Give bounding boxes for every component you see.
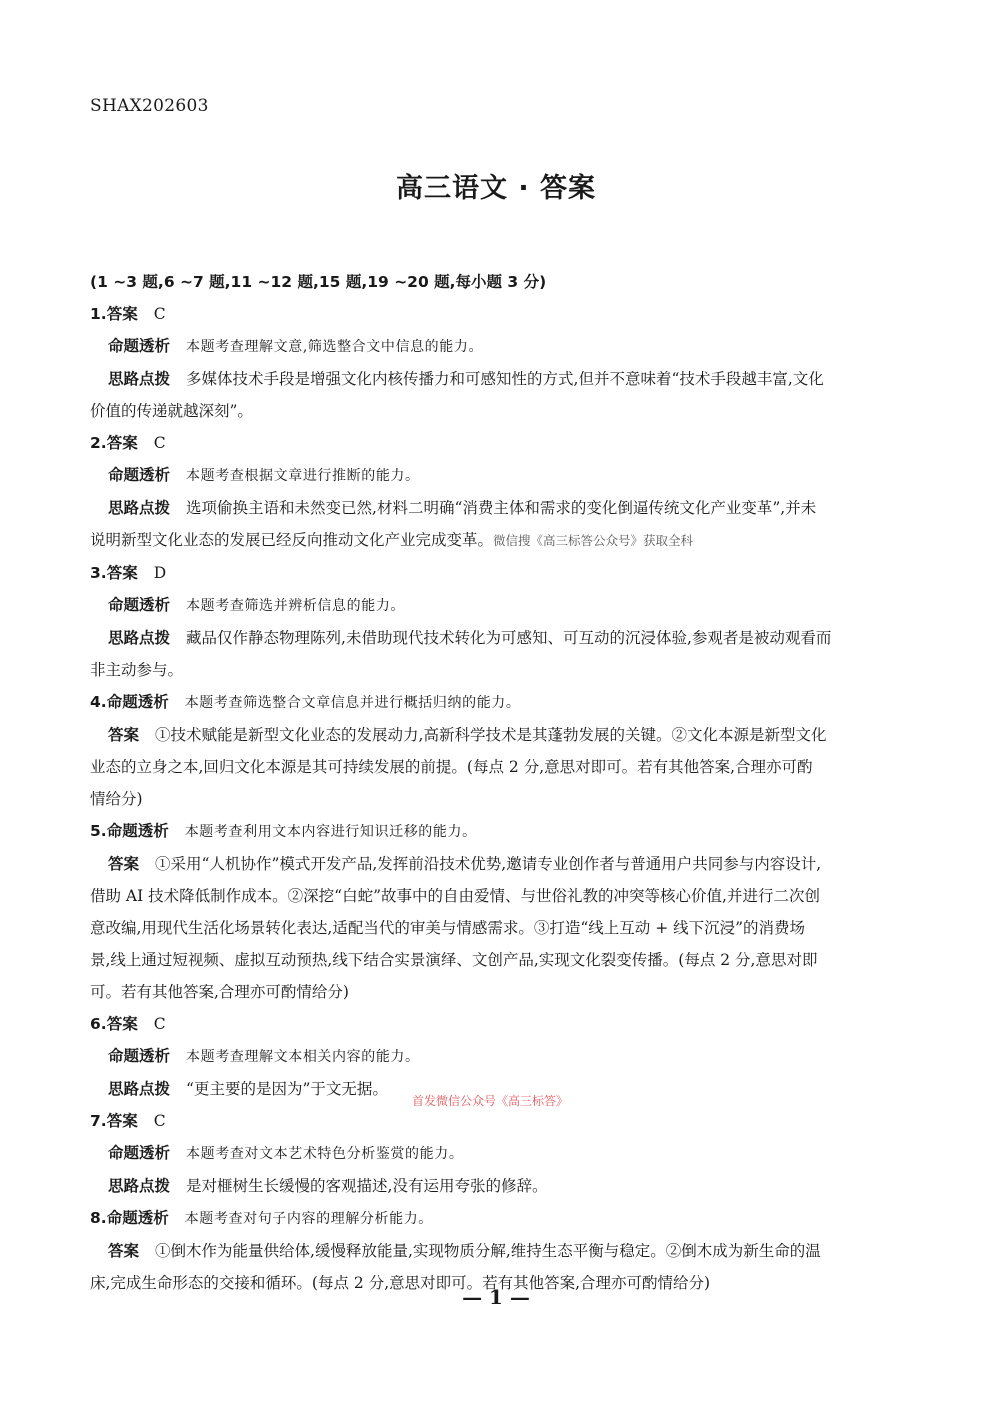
- answer-value: C: [153, 1112, 166, 1130]
- hint-text: “更主要的是因为”于文无据。: [186, 1080, 388, 1098]
- question-number: 6.: [90, 1015, 107, 1033]
- answer-value: C: [153, 1015, 166, 1033]
- analysis-text: 本题考查筛选并辨析信息的能力。: [186, 598, 406, 614]
- answer-label: 答案: [108, 1242, 140, 1260]
- q1-answer: [90, 298, 900, 330]
- q6-hint: [90, 1073, 900, 1108]
- analysis-label: 命题透析: [108, 596, 171, 614]
- q6-analysis: [90, 1040, 900, 1073]
- answer-label: 答案: [108, 726, 140, 744]
- hint-label: 思路点拨: [108, 370, 171, 388]
- q2-hint: [90, 492, 900, 524]
- question-number: 7.: [90, 1112, 107, 1130]
- answer-text: ①倒木作为能量供给体,缓慢释放能量,实现物质分解,维持生态平衡与稳定。②倒木成为新生命的温: [155, 1242, 821, 1260]
- q2-answer: [90, 427, 900, 459]
- question-number: 3.: [90, 564, 107, 582]
- analysis-text: 本题考查对文本艺术特色分析鉴赏的能力。: [186, 1146, 464, 1162]
- question-number: 4.: [90, 693, 107, 711]
- analysis-label: 命题透析: [108, 466, 171, 484]
- hint-label: 思路点拨: [108, 499, 171, 517]
- analysis-label: 命题透析: [106, 822, 169, 840]
- q1-hint: [90, 363, 900, 395]
- q3-analysis: [90, 589, 900, 622]
- hint-text: 藏品仅作静态物理陈列,未借助现代技术转化为可感知、可互动的沉浸体验,参观者是被动观看而: [186, 629, 832, 647]
- page-title: 高三语文 · 答案: [395, 173, 597, 204]
- analysis-text: 本题考查根据文章进行推断的能力。: [186, 468, 420, 484]
- score-note: (1 ~3 题,6 ~7 题,11 ~12 题,15 题,19 ~20 题,每小题 3 分): [90, 273, 547, 291]
- q8-answer: [90, 1235, 900, 1267]
- hint-label: 思路点拨: [108, 1177, 171, 1195]
- q2-hint-cont: [90, 524, 900, 557]
- answer-text: ①采用“人机协作”模式开发产品,发挥前沿技术优势,邀请专业创作者与普通用户共同参与内容设计,: [155, 855, 822, 873]
- analysis-text: 本题考查利用文本内容进行知识迁移的能力。: [184, 824, 477, 840]
- analysis-label: 命题透析: [108, 1047, 171, 1065]
- analysis-text: 本题考查理解文意,筛选整合文中信息的能力。: [186, 339, 484, 355]
- q2-analysis: [90, 459, 900, 492]
- q8-answer-cont: 床,完成生命形态的交接和循环。(每点 2 分,意思对即可。若有其他答案,合理亦可酌情给分): [90, 1274, 711, 1292]
- answer-label: 答案: [106, 305, 138, 323]
- hint-text: 选项偷换主语和未然变已然,材料二明确“消费主体和需求的变化倒逼传统文化产业变革”,并未: [186, 499, 817, 517]
- q5-answer-cont: 借助 AI 技术降低制作成本。②深挖“白蛇”故事中的自由爱情、与世俗礼教的冲突等核心价值,并进行二次创: [90, 887, 820, 905]
- document-code: SHAX202603: [90, 96, 209, 116]
- q4-answer: [90, 719, 900, 751]
- question-number: 1.: [90, 305, 107, 323]
- answer-text: ①技术赋能是新型文化业态的发展动力,高新科学技术是其蓬勃发展的关键。②文化本源是新型文化: [155, 726, 827, 744]
- q8-analysis: [90, 1202, 900, 1235]
- q5-answer-cont: 意改编,用现代生活化场景转化表达,适配当代的审美与情感需求。③打造“线上互动 + 线下沉浸”的消费场: [90, 919, 806, 937]
- q3-hint: [90, 622, 900, 654]
- analysis-label: 命题透析: [106, 693, 169, 711]
- analysis-label: 命题透析: [106, 1209, 169, 1227]
- answer-label: 答案: [106, 1015, 138, 1033]
- analysis-label: 命题透析: [108, 337, 171, 355]
- q7-answer: [90, 1105, 900, 1137]
- q1-hint-cont: 价值的传递就越深刻”。: [90, 402, 253, 420]
- q5-answer-cont: 可。若有其他答案,合理亦可酌情给分): [90, 983, 349, 1001]
- hint-text: 说明新型文化业态的发展已经反向推动文化产业完成变革。: [90, 531, 494, 549]
- question-number: 8.: [90, 1209, 107, 1227]
- q5-answer: [90, 848, 900, 880]
- answer-value: C: [153, 305, 166, 323]
- q6-answer: [90, 1008, 900, 1040]
- hint-text: 多媒体技术手段是增强文化内核传播力和可感知性的方式,但并不意味着“技术手段越丰富,文化: [186, 370, 824, 388]
- analysis-text: 本题考查理解文本相关内容的能力。: [186, 1049, 420, 1065]
- q4-answer-cont: 情给分): [90, 790, 143, 808]
- q5-answer-cont: 景,线上通过短视频、虚拟互动预热,线下结合实景演绎、文创产品,实现文化裂变传播。(每点 2 分,意思对即: [90, 951, 818, 969]
- q7-analysis: [90, 1137, 900, 1170]
- answer-label: 答案: [106, 564, 138, 582]
- q1-analysis: [90, 330, 900, 363]
- answer-value: D: [153, 564, 167, 582]
- analysis-text: 本题考查筛选整合文章信息并进行概括归纳的能力。: [184, 695, 521, 711]
- q5-analysis: [90, 815, 900, 848]
- watermark-text: 微信搜《高三标答公众号》获取全科: [493, 533, 694, 548]
- question-number: 2.: [90, 434, 107, 452]
- q7-hint: [90, 1170, 900, 1202]
- q4-answer-cont: 业态的立身之本,回归文化本源是其可持续发展的前提。(每点 2 分,意思对即可。若有其他答案,合理亦可酌: [90, 758, 813, 776]
- analysis-text: 本题考查对句子内容的理解分析能力。: [184, 1211, 433, 1227]
- hint-label: 思路点拨: [108, 629, 171, 647]
- question-number: 5.: [90, 822, 107, 840]
- q3-hint-cont: 非主动参与。: [90, 661, 184, 679]
- watermark-text: 首发微信公众号《高三标答》: [412, 1094, 569, 1108]
- answer-label: 答案: [106, 1112, 138, 1130]
- q3-answer: [90, 557, 900, 589]
- answer-label: 答案: [108, 855, 140, 873]
- answer-content: [90, 266, 900, 1299]
- answer-label: 答案: [106, 434, 138, 452]
- analysis-label: 命题透析: [108, 1144, 171, 1162]
- q4-analysis: [90, 686, 900, 719]
- answer-value: C: [153, 434, 166, 452]
- hint-text: 是对榧树生长缓慢的客观描述,没有运用夸张的修辞。: [186, 1177, 548, 1195]
- hint-label: 思路点拨: [108, 1080, 171, 1098]
- page-number: — 1 —: [462, 1285, 530, 1309]
